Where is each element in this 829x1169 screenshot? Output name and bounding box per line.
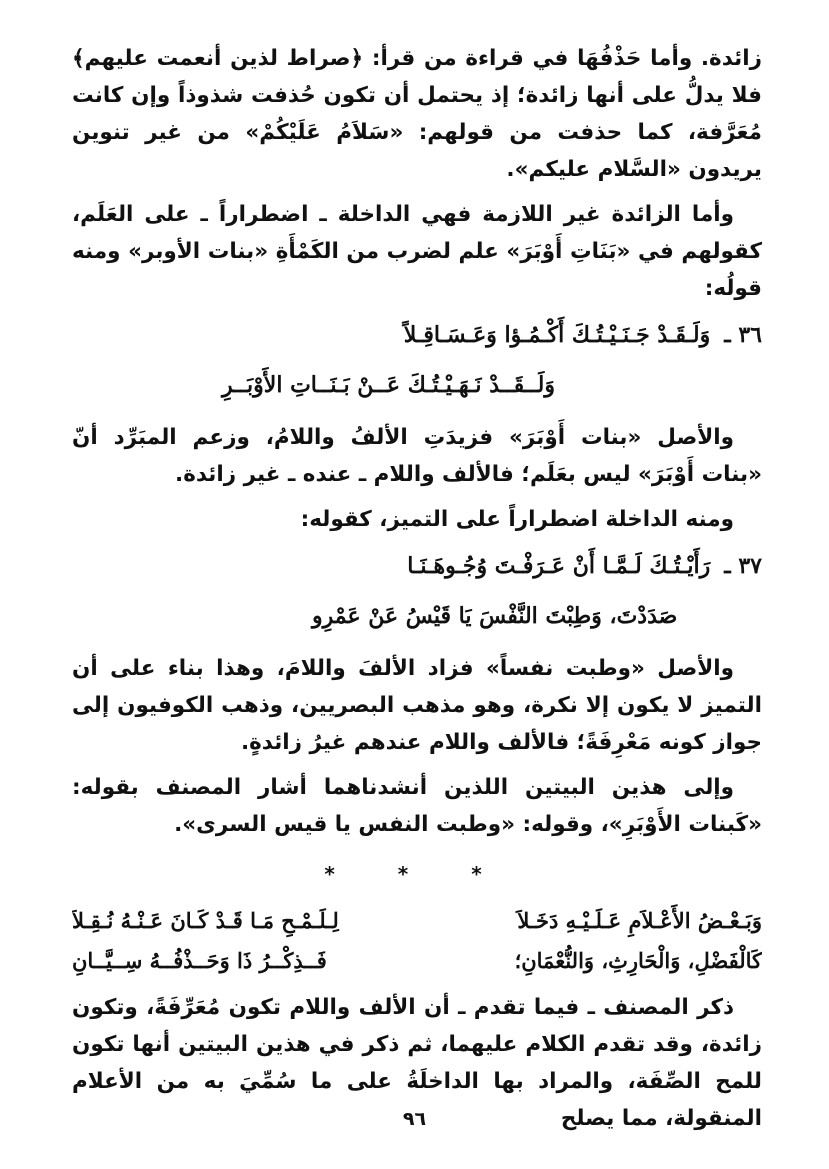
paragraph-1: زائدة. وأما حَذْفُهَا في قراءة من قرأ: ﴿صراط لذين أنعمت عليهم﴾ فلا يدلُّ على أنها زائدة؛ إذ يحتمل أن تكون حُذفت شذوذاً وإن كانت مُعَرَّفة، كما حذفت من قولهم: «سَلاَمُ عَلَيْكُمْ» من غير تنوين يريدون «السَّلام عليكم».	[72, 46, 762, 182]
verse-37-second-hemistich: صَدَدْتَ، وَطِبْتَ النَّفْسَ يَا قَيْسُ عَنْ عَمْرِو	[312, 603, 678, 629]
paragraph-4: ومنه الداخلة اضطراراً على التميز، كقوله:	[300, 507, 734, 532]
couplet-line-1	[72, 901, 762, 941]
paragraph-5: والأصل «وطبت نفساً» فزاد الألفَ واللامَ، وهذا بناء على أن التميز لا يكون إلا نكرة، وهو مذهب البصريين، وذهب الكوفيون إلى جواز كونه مَعْرِفَةً؛ فالألف واللام عندهم غيرُ زائدةٍ.	[72, 656, 762, 755]
couplet-line-2	[72, 941, 762, 981]
couplet-line-2-left: فَــذِكْــرُ ذَا وَحَــذْفُــهُ سِــيَّــانِ	[72, 948, 327, 973]
paragraph-7: ذكر المصنف ـ فيما تقدم ـ أن الألف واللام تكون مُعَرِّفَةً، وتكون زائدة، وقد تقدم الكلام عليهما، ثم ذكر في هذين البيتين أنها تكون للمح الصِّفَة، والمراد بها الداخلَةُ على ما سُمِّيَ به من الأعلام المنقولة، مما يصلح	[72, 995, 762, 1131]
paragraph-6: وإلى هذين البيتين اللذين أنشدناهما أشار المصنف بقوله: «كَبنات الأَوْبَرِ»، وقوله: «وطبت النفس يا قيس السرى».	[72, 775, 762, 837]
paragraph-2: وأما الزائدة غير اللازمة فهي الداخلة ـ اضطراراً ـ على العَلَم، كقولهم في «بَنَاتِ أَوْبَرَ» علم لضرب من الكَمْأَةِ «بنات الأوبر» ومنه قولُه:	[72, 202, 762, 301]
section-separator: * * *	[324, 862, 510, 886]
couplet-line-1-right: وَبَـعْـضُ الأَعْـلاَمِ عَـلَـيْـهِ دَخَـلاَ	[517, 908, 762, 933]
paragraph-3: والأصل «بنات أَوْبَرَ» فزيدَتِ الألفُ واللامُ، وزعم المبَرِّد أنّ «بنات أَوْبَرَ» ليس بعَلَم؛ فالألف واللام ـ عنده ـ غير زائدة.	[72, 425, 762, 487]
verse-36-number: ٣٦ ـ	[724, 322, 762, 348]
verse-36-first-text: وَلَـقَـدْ جَـنَـيْـتُـكَ أَكْـمُـؤا وَعَـسَـاقِـلاً	[403, 322, 711, 348]
page-number: ٩٦	[402, 1108, 427, 1130]
couplet-line-2-right: كَالْفَضْلِ، وَالْحَارِثِ، وَالنُّعْمَانِ؛	[514, 948, 762, 973]
page-body	[72, 40, 762, 1145]
verse-36-first-hemistich	[72, 315, 762, 355]
couplet-line-1-left: لِـلَـمْـحِ مَـا قَـدْ كَـانَ عَـنْـهُ نُـقِـلاَ	[72, 908, 339, 933]
verse-37-first-hemistich	[72, 546, 762, 586]
verse-37-number: ٣٧ ـ	[724, 553, 762, 579]
verse-36-second-hemistich: وَلَــقَــدْ نَـهَـيْـتُـكَ عَــنْ بَـنَــاتِ الأَوْبَــرِ	[222, 372, 555, 398]
verse-37-first-text: رَأَيْـتُـكَ لَـمَّـا أَنْ عَـرَفْـتَ وُجُـوهَـنَـا	[407, 553, 711, 579]
